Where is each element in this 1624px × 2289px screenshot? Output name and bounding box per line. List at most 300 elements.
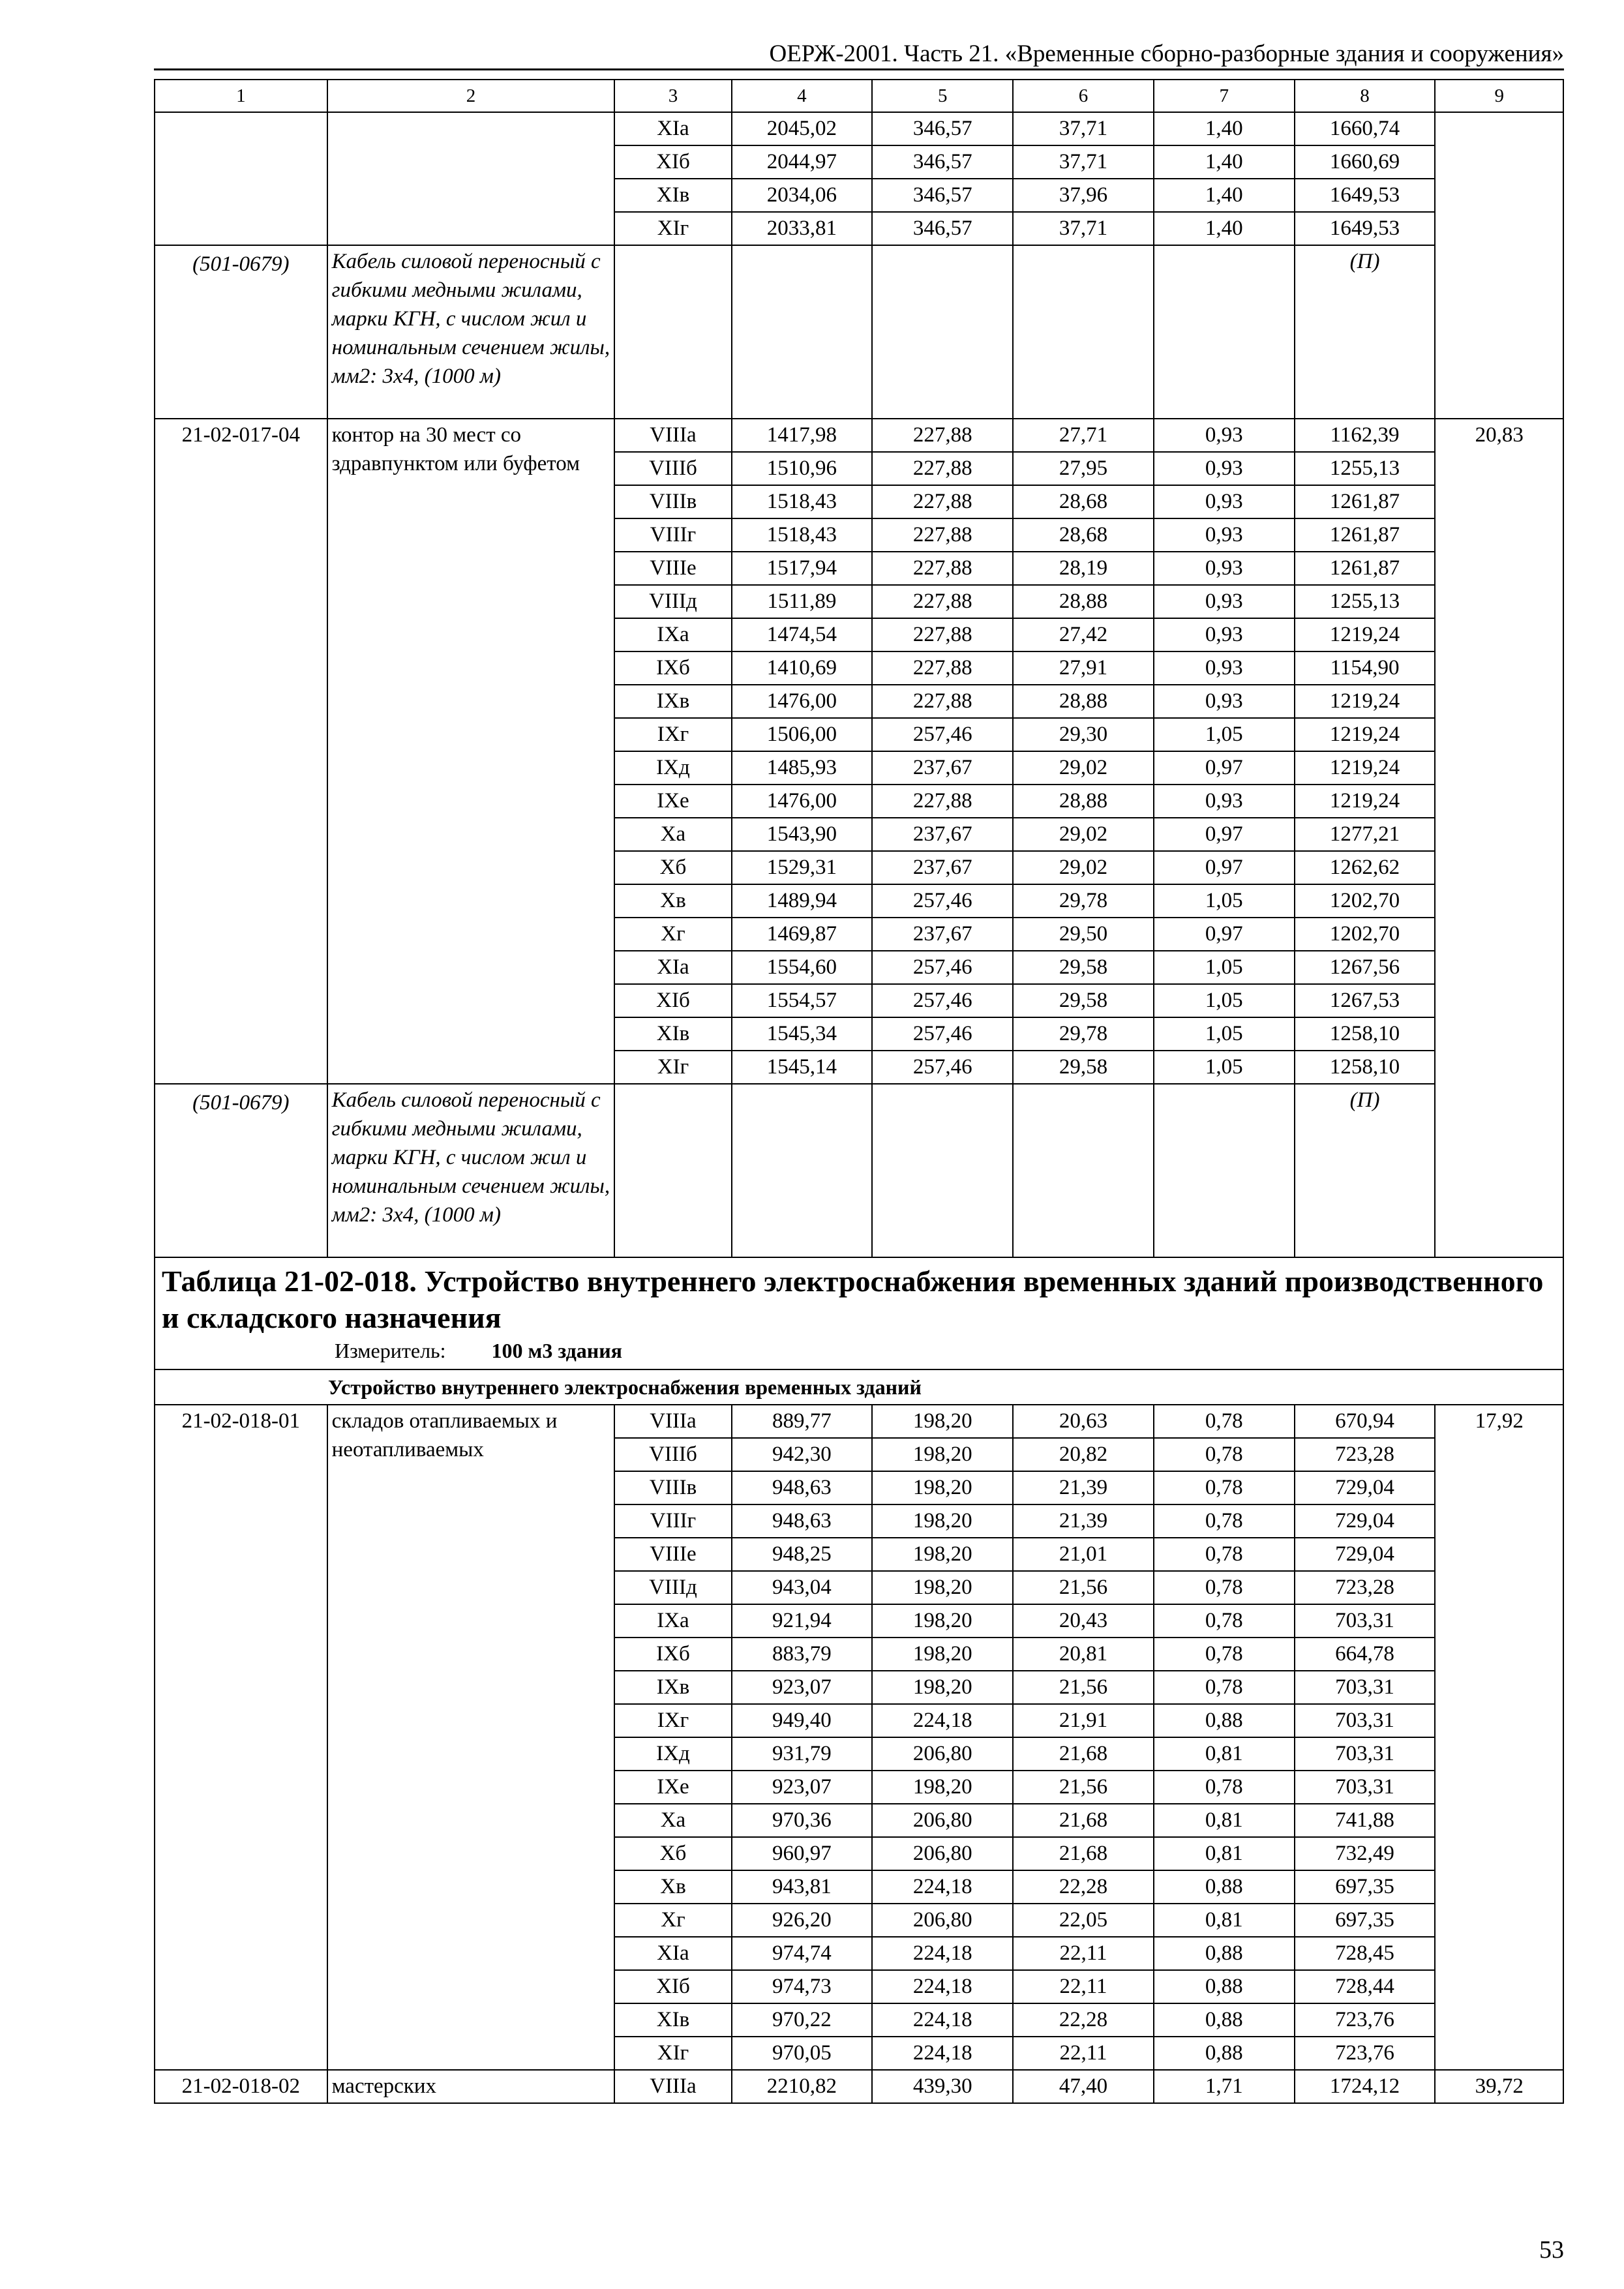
value-cell: 1,05 xyxy=(1154,1051,1295,1084)
value-cell: 21,56 xyxy=(1013,1571,1154,1604)
value-cell: 257,46 xyxy=(872,951,1013,984)
c9-cell xyxy=(1435,112,1563,419)
col-header: 8 xyxy=(1295,80,1436,112)
value-cell: 723,76 xyxy=(1295,2037,1436,2070)
value-cell: 224,18 xyxy=(872,1937,1013,1970)
value-cell: 0,93 xyxy=(1154,618,1295,651)
value-cell: 0,81 xyxy=(1154,1837,1295,1870)
class-cell: Xа xyxy=(614,818,731,851)
value-cell: 948,63 xyxy=(732,1504,873,1538)
value-cell: 1267,53 xyxy=(1295,984,1436,1017)
class-cell: Xв xyxy=(614,1870,731,1904)
value-cell: 21,39 xyxy=(1013,1504,1154,1538)
cable-code-cell xyxy=(155,1084,327,1257)
value-cell: 0,88 xyxy=(1154,1870,1295,1904)
value-cell: 21,68 xyxy=(1013,1837,1154,1870)
cable-code-cell xyxy=(155,245,327,419)
value-cell: 1510,96 xyxy=(732,452,873,485)
value-cell: 970,05 xyxy=(732,2037,873,2070)
class-cell: Xб xyxy=(614,1837,731,1870)
value-cell: 27,71 xyxy=(1013,419,1154,452)
value-cell: 206,80 xyxy=(872,1904,1013,1937)
value-cell: 227,88 xyxy=(872,585,1013,618)
value-cell: 22,11 xyxy=(1013,2037,1154,2070)
value-cell: 206,80 xyxy=(872,1804,1013,1837)
col-header: 6 xyxy=(1013,80,1154,112)
cable-description: Кабель силовой переносный с гибкими медными жилами, марки КГН, с числом жил и номинальным сечением жилы, мм2: 3х4, (1000 м) xyxy=(331,250,610,388)
value-cell: 1258,10 xyxy=(1295,1017,1436,1051)
table-title: Таблица 21-02-018. Устройство внутреннего электроснабжения временных зданий производственного и складского назначения xyxy=(162,1264,1544,1334)
value-cell: 346,57 xyxy=(872,212,1013,245)
empty-cell xyxy=(1154,245,1295,419)
value-cell: 21,91 xyxy=(1013,1704,1154,1737)
value-cell: 970,22 xyxy=(732,2003,873,2037)
value-cell: 22,28 xyxy=(1013,2003,1154,2037)
value-cell: 22,11 xyxy=(1013,1970,1154,2003)
item-name: мастерских xyxy=(331,2074,436,2098)
value-cell: 2210,82 xyxy=(732,2070,873,2103)
class-cell: VIIIг xyxy=(614,518,731,552)
class-cell: XIв xyxy=(614,2003,731,2037)
value-cell: 206,80 xyxy=(872,1737,1013,1771)
value-cell: 1,40 xyxy=(1154,212,1295,245)
value-cell: 1255,13 xyxy=(1295,452,1436,485)
value-cell: 0,88 xyxy=(1154,1704,1295,1737)
value-cell: 1485,93 xyxy=(732,751,873,785)
measure-line xyxy=(162,1336,1556,1369)
class-cell: VIIIб xyxy=(614,452,731,485)
class-cell: Xб xyxy=(614,851,731,884)
col-header: 1 xyxy=(155,80,327,112)
value-cell: 1219,24 xyxy=(1295,618,1436,651)
value-cell: 1545,34 xyxy=(732,1017,873,1051)
item-code: 21-02-018-02 xyxy=(155,2070,327,2103)
value-cell: 29,78 xyxy=(1013,1017,1154,1051)
value-cell: 0,97 xyxy=(1154,918,1295,951)
value-cell: 0,88 xyxy=(1154,2003,1295,2037)
cable-row xyxy=(155,245,1563,419)
item-c9: 17,92 xyxy=(1435,1405,1563,2070)
value-cell: 1219,24 xyxy=(1295,685,1436,718)
value-cell: 0,93 xyxy=(1154,585,1295,618)
value-cell: 0,78 xyxy=(1154,1671,1295,1704)
class-cell: Xа xyxy=(614,1804,731,1837)
col-header: 7 xyxy=(1154,80,1295,112)
value-cell: 670,94 xyxy=(1295,1405,1436,1438)
value-cell: 960,97 xyxy=(732,1837,873,1870)
value-cell: 1219,24 xyxy=(1295,718,1436,751)
value-cell: 37,71 xyxy=(1013,145,1154,179)
value-cell: 1649,53 xyxy=(1295,179,1436,212)
class-cell: XIа xyxy=(614,951,731,984)
value-cell: 257,46 xyxy=(872,718,1013,751)
value-cell: 37,71 xyxy=(1013,212,1154,245)
value-cell: 27,95 xyxy=(1013,452,1154,485)
value-cell: 1202,70 xyxy=(1295,884,1436,918)
class-cell: VIIIа xyxy=(614,1405,731,1438)
class-cell: IXг xyxy=(614,718,731,751)
empty-cell xyxy=(1013,245,1154,419)
value-cell: 198,20 xyxy=(872,1471,1013,1504)
col-header: 9 xyxy=(1435,80,1563,112)
value-cell: 237,67 xyxy=(872,751,1013,785)
value-cell: 21,56 xyxy=(1013,1771,1154,1804)
value-cell: 1154,90 xyxy=(1295,651,1436,685)
value-cell: 22,11 xyxy=(1013,1937,1154,1970)
class-cell: XIг xyxy=(614,2037,731,2070)
value-cell: 926,20 xyxy=(732,1904,873,1937)
value-cell: 20,81 xyxy=(1013,1638,1154,1671)
value-cell: 970,36 xyxy=(732,1804,873,1837)
value-cell: 28,88 xyxy=(1013,785,1154,818)
value-cell: 921,94 xyxy=(732,1604,873,1638)
value-cell: 703,31 xyxy=(1295,1604,1436,1638)
value-cell: 29,02 xyxy=(1013,751,1154,785)
value-cell: 741,88 xyxy=(1295,1804,1436,1837)
value-cell: 227,88 xyxy=(872,485,1013,518)
name-cell xyxy=(327,112,615,245)
value-cell: 974,73 xyxy=(732,1970,873,2003)
class-cell: VIIIв xyxy=(614,485,731,518)
value-cell: 1518,43 xyxy=(732,485,873,518)
value-cell: 27,42 xyxy=(1013,618,1154,651)
value-cell: 723,28 xyxy=(1295,1571,1436,1604)
item-code: 21-02-017-04 xyxy=(155,419,327,1084)
value-cell: 1258,10 xyxy=(1295,1051,1436,1084)
class-cell: Xг xyxy=(614,1904,731,1937)
note-cell xyxy=(1295,1084,1436,1257)
value-cell: 346,57 xyxy=(872,145,1013,179)
value-cell: 1511,89 xyxy=(732,585,873,618)
value-cell: 224,18 xyxy=(872,1704,1013,1737)
value-cell: 664,78 xyxy=(1295,1638,1436,1671)
column-header-row xyxy=(155,80,1563,112)
value-cell: 37,71 xyxy=(1013,112,1154,145)
value-cell: 0,97 xyxy=(1154,751,1295,785)
value-cell: 198,20 xyxy=(872,1638,1013,1671)
value-cell: 22,05 xyxy=(1013,1904,1154,1937)
class-cell: IXв xyxy=(614,1671,731,1704)
class-cell: VIIIа xyxy=(614,419,731,452)
section-row xyxy=(155,1369,1563,1405)
value-cell: 0,78 xyxy=(1154,1438,1295,1471)
value-cell: 0,88 xyxy=(1154,2037,1295,2070)
value-cell: 21,68 xyxy=(1013,1737,1154,1771)
class-cell: IXа xyxy=(614,618,731,651)
value-cell: 1,05 xyxy=(1154,884,1295,918)
class-cell: IXг xyxy=(614,1704,731,1737)
section-title: Устройство внутреннего электроснабжения временных зданий xyxy=(155,1369,1563,1405)
value-cell: 27,91 xyxy=(1013,651,1154,685)
value-cell: 723,76 xyxy=(1295,2003,1436,2037)
value-cell: 703,31 xyxy=(1295,1737,1436,1771)
value-cell: 2044,97 xyxy=(732,145,873,179)
value-cell: 20,82 xyxy=(1013,1438,1154,1471)
value-cell: 237,67 xyxy=(872,851,1013,884)
empty-cell xyxy=(732,1084,873,1257)
table-title-row xyxy=(155,1257,1563,1369)
class-cell: Xг xyxy=(614,918,731,951)
value-cell: 1543,90 xyxy=(732,818,873,851)
value-cell: 257,46 xyxy=(872,884,1013,918)
value-cell: 20,63 xyxy=(1013,1405,1154,1438)
value-cell: 1261,87 xyxy=(1295,552,1436,585)
value-cell: 1,40 xyxy=(1154,179,1295,212)
value-cell: 1506,00 xyxy=(732,718,873,751)
value-cell: 1261,87 xyxy=(1295,518,1436,552)
class-cell: IXв xyxy=(614,685,731,718)
value-cell: 0,97 xyxy=(1154,818,1295,851)
col-header: 2 xyxy=(327,80,615,112)
item-name-cell xyxy=(327,419,615,1084)
value-cell: 723,28 xyxy=(1295,1438,1436,1471)
class-cell: IXе xyxy=(614,1771,731,1804)
value-cell: 1554,60 xyxy=(732,951,873,984)
value-cell: 224,18 xyxy=(872,1970,1013,2003)
class-cell: VIIIе xyxy=(614,552,731,585)
value-cell: 0,78 xyxy=(1154,1504,1295,1538)
table-row xyxy=(155,1405,1563,1438)
value-cell: 1219,24 xyxy=(1295,785,1436,818)
value-cell: 21,56 xyxy=(1013,1671,1154,1704)
value-cell: 198,20 xyxy=(872,1405,1013,1438)
code-cell xyxy=(155,112,327,245)
value-cell: 728,44 xyxy=(1295,1970,1436,2003)
item-name: складов отапливаемых и неотапливаемых xyxy=(331,1409,558,1461)
value-cell: 346,57 xyxy=(872,179,1013,212)
value-cell: 1261,87 xyxy=(1295,485,1436,518)
class-cell: IXд xyxy=(614,751,731,785)
value-cell: 1,40 xyxy=(1154,112,1295,145)
class-cell: IXд xyxy=(614,1737,731,1771)
value-cell: 224,18 xyxy=(872,2003,1013,2037)
value-cell: 439,30 xyxy=(872,2070,1013,2103)
value-cell: 0,78 xyxy=(1154,1405,1295,1438)
value-cell: 889,77 xyxy=(732,1405,873,1438)
class-cell: XIб xyxy=(614,984,731,1017)
class-cell: XIб xyxy=(614,1970,731,2003)
value-cell: 0,78 xyxy=(1154,1471,1295,1504)
value-cell: 257,46 xyxy=(872,984,1013,1017)
value-cell: 198,20 xyxy=(872,1438,1013,1471)
value-cell: 0,78 xyxy=(1154,1571,1295,1604)
value-cell: 0,78 xyxy=(1154,1538,1295,1571)
value-cell: 1,05 xyxy=(1154,951,1295,984)
col-header: 5 xyxy=(872,80,1013,112)
value-cell: 1660,69 xyxy=(1295,145,1436,179)
value-cell: 1517,94 xyxy=(732,552,873,585)
class-cell: XIа xyxy=(614,112,731,145)
table-row xyxy=(155,112,1563,145)
value-cell: 0,78 xyxy=(1154,1638,1295,1671)
value-cell: 227,88 xyxy=(872,618,1013,651)
value-cell: 227,88 xyxy=(872,685,1013,718)
value-cell: 0,93 xyxy=(1154,685,1295,718)
value-cell: 227,88 xyxy=(872,419,1013,452)
table-row xyxy=(155,419,1563,452)
value-cell: 28,68 xyxy=(1013,518,1154,552)
value-cell: 1202,70 xyxy=(1295,918,1436,951)
value-cell: 942,30 xyxy=(732,1438,873,1471)
value-cell: 29,30 xyxy=(1013,718,1154,751)
value-cell: 1410,69 xyxy=(732,651,873,685)
value-cell: 703,31 xyxy=(1295,1671,1436,1704)
class-cell: XIг xyxy=(614,1051,731,1084)
value-cell: 728,45 xyxy=(1295,1937,1436,1970)
value-cell: 1660,74 xyxy=(1295,112,1436,145)
value-cell: 1277,21 xyxy=(1295,818,1436,851)
value-cell: 37,96 xyxy=(1013,179,1154,212)
class-cell: VIIIа xyxy=(614,2070,731,2103)
measure-label: Измеритель: xyxy=(335,1339,446,1362)
cable-note: (П) xyxy=(1349,1088,1380,1112)
value-cell: 729,04 xyxy=(1295,1538,1436,1571)
value-cell: 1649,53 xyxy=(1295,212,1436,245)
value-cell: 1417,98 xyxy=(732,419,873,452)
value-cell: 227,88 xyxy=(872,785,1013,818)
value-cell: 949,40 xyxy=(732,1704,873,1737)
value-cell: 206,80 xyxy=(872,1837,1013,1870)
value-cell: 923,07 xyxy=(732,1771,873,1804)
cable-code: (501-0679) xyxy=(192,252,290,276)
value-cell: 0,93 xyxy=(1154,485,1295,518)
value-cell: 0,97 xyxy=(1154,851,1295,884)
value-cell: 198,20 xyxy=(872,1504,1013,1538)
class-cell: IXб xyxy=(614,651,731,685)
item-name: контор на 30 мест со здравпунктом или буфетом xyxy=(331,423,580,475)
class-cell: XIв xyxy=(614,1017,731,1051)
item-code: 21-02-018-01 xyxy=(155,1405,327,2070)
class-cell: XIа xyxy=(614,1937,731,1970)
value-cell: 883,79 xyxy=(732,1638,873,1671)
value-cell: 0,93 xyxy=(1154,785,1295,818)
value-cell: 0,81 xyxy=(1154,1904,1295,1937)
value-cell: 0,78 xyxy=(1154,1771,1295,1804)
class-cell: IXб xyxy=(614,1638,731,1671)
empty-cell xyxy=(1154,1084,1295,1257)
cable-note: (П) xyxy=(1349,250,1380,273)
value-cell: 943,04 xyxy=(732,1571,873,1604)
value-cell: 29,02 xyxy=(1013,818,1154,851)
item-c9: 39,72 xyxy=(1435,2070,1563,2103)
value-cell: 29,50 xyxy=(1013,918,1154,951)
table-body xyxy=(155,80,1563,2103)
value-cell: 1,05 xyxy=(1154,984,1295,1017)
page-number: 53 xyxy=(1539,2236,1564,2264)
value-cell: 0,88 xyxy=(1154,1937,1295,1970)
value-cell: 0,88 xyxy=(1154,1970,1295,2003)
value-cell: 1,40 xyxy=(1154,145,1295,179)
value-cell: 0,81 xyxy=(1154,1737,1295,1771)
value-cell: 1474,54 xyxy=(732,618,873,651)
value-cell: 0,93 xyxy=(1154,419,1295,452)
value-cell: 2033,81 xyxy=(732,212,873,245)
value-cell: 1162,39 xyxy=(1295,419,1436,452)
value-cell: 227,88 xyxy=(872,452,1013,485)
value-cell: 0,93 xyxy=(1154,651,1295,685)
class-cell: XIв xyxy=(614,179,731,212)
measure-value: 100 м3 здания xyxy=(491,1339,622,1362)
value-cell: 29,58 xyxy=(1013,984,1154,1017)
value-cell: 1,05 xyxy=(1154,718,1295,751)
value-cell: 21,39 xyxy=(1013,1471,1154,1504)
value-cell: 1518,43 xyxy=(732,518,873,552)
value-cell: 1219,24 xyxy=(1295,751,1436,785)
value-cell: 29,02 xyxy=(1013,851,1154,884)
cable-description: Кабель силовой переносный с гибкими медными жилами, марки КГН, с числом жил и номинальным сечением жилы, мм2: 3х4, (1000 м) xyxy=(331,1088,610,1227)
page-header xyxy=(154,38,1564,70)
value-cell: 21,01 xyxy=(1013,1538,1154,1571)
cable-desc-cell xyxy=(327,245,615,419)
item-name-cell xyxy=(327,2070,615,2103)
value-cell: 227,88 xyxy=(872,651,1013,685)
value-cell: 21,68 xyxy=(1013,1804,1154,1837)
value-cell: 0,93 xyxy=(1154,518,1295,552)
value-cell: 697,35 xyxy=(1295,1904,1436,1937)
table-row xyxy=(155,2070,1563,2103)
value-cell: 237,67 xyxy=(872,918,1013,951)
value-cell: 974,74 xyxy=(732,1937,873,1970)
class-cell: IXе xyxy=(614,785,731,818)
value-cell: 1255,13 xyxy=(1295,585,1436,618)
class-cell: VIIIб xyxy=(614,1438,731,1471)
note-cell xyxy=(1295,245,1436,419)
table-title-cell xyxy=(155,1257,1563,1369)
value-cell: 257,46 xyxy=(872,1017,1013,1051)
item-name-cell xyxy=(327,1405,615,2070)
empty-cell xyxy=(732,245,873,419)
value-cell: 697,35 xyxy=(1295,1870,1436,1904)
value-cell: 198,20 xyxy=(872,1604,1013,1638)
value-cell: 1724,12 xyxy=(1295,2070,1436,2103)
item-c9: 20,83 xyxy=(1435,419,1563,1257)
value-cell: 257,46 xyxy=(872,1051,1013,1084)
value-cell: 28,68 xyxy=(1013,485,1154,518)
value-cell: 227,88 xyxy=(872,518,1013,552)
value-cell: 948,25 xyxy=(732,1538,873,1571)
value-cell: 1476,00 xyxy=(732,685,873,718)
class-cell: VIIIд xyxy=(614,1571,731,1604)
value-cell: 1545,14 xyxy=(732,1051,873,1084)
cable-row xyxy=(155,1084,1563,1257)
price-table xyxy=(154,79,1564,2104)
value-cell: 1554,57 xyxy=(732,984,873,1017)
class-cell: VIIIе xyxy=(614,1538,731,1571)
value-cell: 28,19 xyxy=(1013,552,1154,585)
cable-code: (501-0679) xyxy=(192,1091,290,1115)
value-cell: 0,78 xyxy=(1154,1604,1295,1638)
value-cell: 0,81 xyxy=(1154,1804,1295,1837)
value-cell: 931,79 xyxy=(732,1737,873,1771)
class-cell: VIIIг xyxy=(614,1504,731,1538)
header-title: ОЕРЖ-2001. Часть 21. «Временные сборно-разборные здания и сооружения» xyxy=(769,40,1564,67)
value-cell: 1476,00 xyxy=(732,785,873,818)
value-cell: 729,04 xyxy=(1295,1504,1436,1538)
empty-cell xyxy=(872,1084,1013,1257)
value-cell: 29,58 xyxy=(1013,951,1154,984)
empty-cell xyxy=(614,1084,731,1257)
value-cell: 1529,31 xyxy=(732,851,873,884)
empty-cell xyxy=(614,245,731,419)
value-cell: 729,04 xyxy=(1295,1471,1436,1504)
class-cell: XIб xyxy=(614,145,731,179)
value-cell: 1489,94 xyxy=(732,884,873,918)
col-header: 3 xyxy=(614,80,731,112)
class-cell: VIIIд xyxy=(614,585,731,618)
value-cell: 198,20 xyxy=(872,1538,1013,1571)
col-header: 4 xyxy=(732,80,873,112)
value-cell: 237,67 xyxy=(872,818,1013,851)
